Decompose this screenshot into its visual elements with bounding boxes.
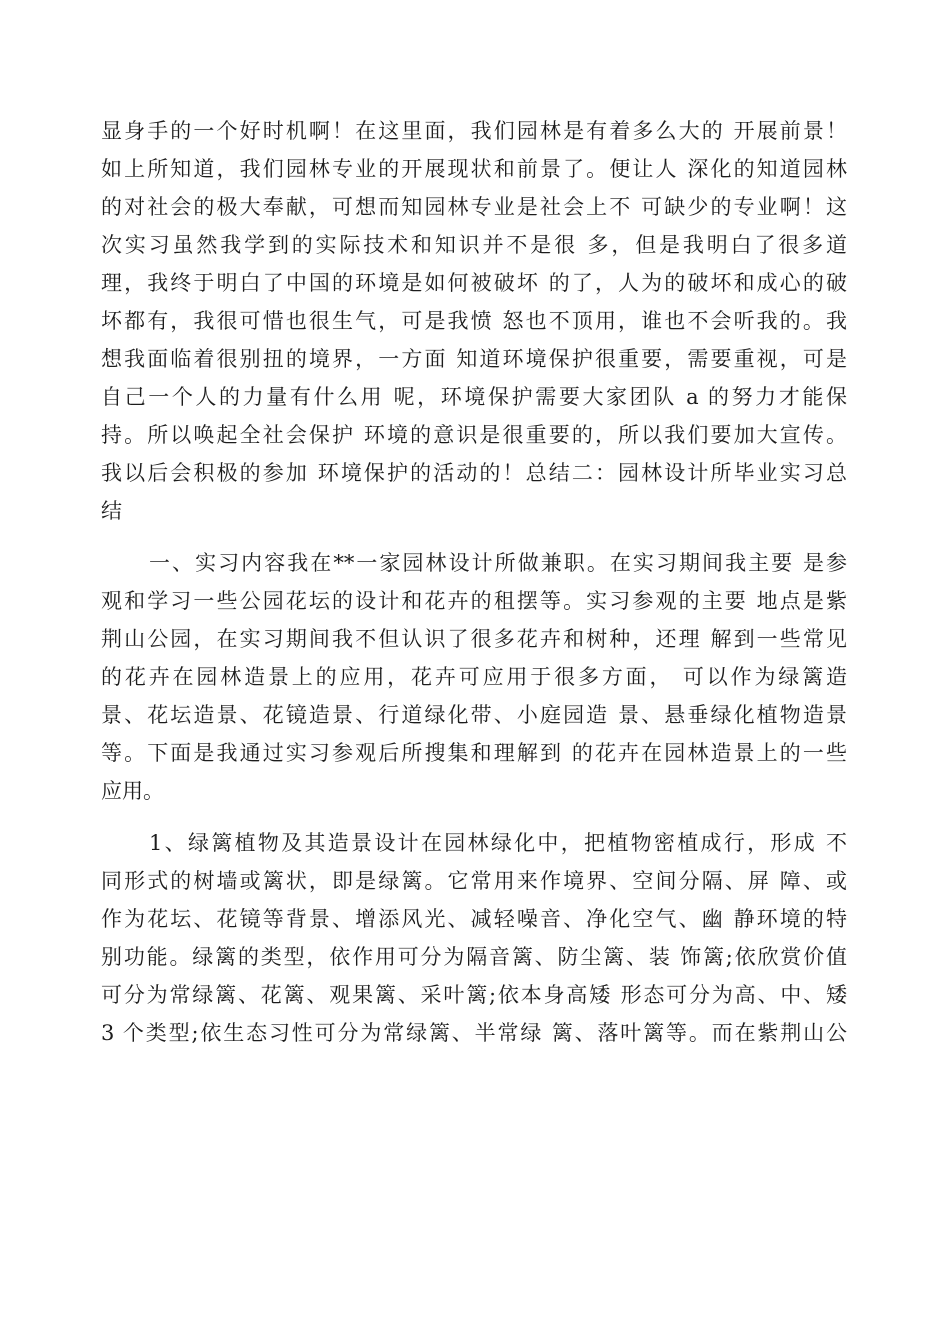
text-line: 作为花坛、花镜等背景、增添风光、减轻噪音、净化空气、幽 静环境的特: [101, 907, 847, 931]
text-line: 同形式的树墙或篱状，即是绿篱。它常用来作境界、空间分隔、屏 障、或: [101, 869, 847, 893]
text-line: 次实习虽然我学到的实际技术和知识并不是很 多，但是我明白了很多道: [101, 233, 847, 257]
text-line: 结: [101, 499, 122, 523]
text-line: 的对社会的极大奉献，可想而知园林专业是社会上不 可缺少的专业啊！这: [101, 195, 847, 219]
text-line: 一、实习内容我在**一家园林设计所做兼职。在实习期间我主要 是参: [149, 551, 847, 575]
text-line: 我以后会积极的参加 环境保护的活动的！总结二：园林设计所毕业实习总: [101, 461, 847, 485]
text-line: 理，我终于明白了中国的环境是如何被破坏 的了，人为的破坏和成心的破: [101, 271, 847, 295]
text-line: 可分为常绿篱、花篱、观果篱、采叶篱;依本身高矮 形态可分为高、中、矮: [101, 983, 847, 1007]
text-line: 应用。: [101, 779, 164, 803]
paragraph-environment-reflection: [101, 112, 847, 530]
text-line: 荆山公园，在实习期间我不但认识了很多花卉和树种，还理 解到一些常见: [101, 627, 847, 651]
text-line: 1、绿篱植物及其造景设计在园林绿化中，把植物密植成行，形成 不: [149, 831, 847, 855]
text-line: 3 个类型;依生态习性可分为常绿篱、半常绿 篱、落叶篱等。而在紫荆山公: [101, 1021, 847, 1045]
text-line: 别功能。绿篱的类型，依作用可分为隔音篱、防尘篱、装 饰篱;依欣赏价值: [101, 945, 847, 969]
text-line: 观和学习一些公园花坛的设计和花卉的租摆等。实习参观的主要 地点是紫: [101, 589, 847, 613]
text-line: 景、花坛造景、花镜造景、行道绿化带、小庭园造 景、悬垂绿化植物造景: [101, 703, 847, 727]
document-body: [101, 112, 847, 1052]
text-line: 自己一个人的力量有什么用 呢，环境保护需要大家团队 a 的努力才能保: [101, 385, 847, 409]
text-line: 等。下面是我通过实习参观后所搜集和理解到 的花卉在园林造景上的一些: [101, 741, 847, 765]
text-line: 坏都有，我很可惜也很生气，可是我愤 怒也不顶用，谁也不会听我的。我: [101, 309, 847, 333]
text-line: 想我面临着很别扭的境界，一方面 知道环境保护很重要，需要重视，可是: [101, 347, 847, 371]
text-line: 显身手的一个好时机啊！在这里面，我们园林是有着多么大的 开展前景！: [101, 119, 847, 143]
text-line: 如上所知道，我们园林专业的开展现状和前景了。便让人 深化的知道园林: [101, 157, 847, 181]
paragraph-spacer: [101, 530, 847, 544]
text-line: 的花卉在园林造景上的应用，花卉可应用于很多方面， 可以作为绿篱造: [101, 665, 847, 689]
paragraph-hedge-plants: [101, 824, 847, 1052]
text-line: 持。所以唤起全社会保护 环境的意识是很重要的，所以我们要加大宣传。: [101, 423, 847, 447]
paragraph-internship-content: [101, 544, 847, 810]
paragraph-spacer: [101, 810, 847, 824]
